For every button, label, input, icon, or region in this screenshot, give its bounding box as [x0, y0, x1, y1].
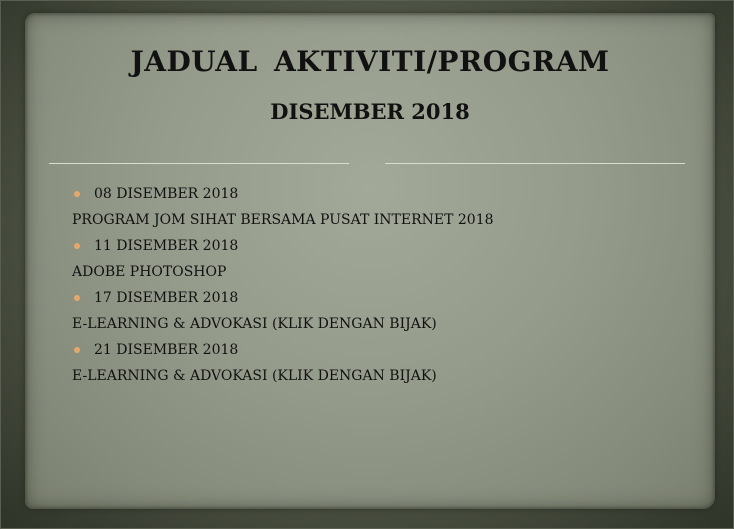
entry-date-line	[71, 181, 691, 207]
bullet-icon	[74, 243, 80, 249]
schedule-entry	[71, 285, 691, 337]
bullet-icon	[74, 295, 80, 301]
entry-date-line	[71, 285, 691, 311]
bullet-icon	[74, 347, 80, 353]
entry-date-line	[71, 233, 691, 259]
divider-left	[49, 163, 349, 164]
schedule-list	[71, 181, 691, 389]
entry-description: E-LEARNING & ADVOKASI (KLIK DENGAN BIJAK)	[72, 316, 437, 332]
entry-date: 08 DISEMBER 2018	[94, 186, 239, 202]
entry-description: PROGRAM JOM SIHAT BERSAMA PUSAT INTERNET 2018	[72, 212, 494, 228]
bullet-icon	[74, 191, 80, 197]
entry-date-line	[71, 337, 691, 363]
schedule-entry	[71, 233, 691, 285]
entry-description: E-LEARNING & ADVOKASI (KLIK DENGAN BIJAK)	[72, 368, 437, 384]
divider-right	[385, 163, 685, 164]
slide-title: JADUAL AKTIVITI/PROGRAM	[130, 45, 610, 78]
schedule-entry	[71, 181, 691, 233]
slide-subtitle: DISEMBER 2018	[270, 99, 470, 124]
entry-description: ADOBE PHOTOSHOP	[72, 264, 227, 280]
entry-date: 17 DISEMBER 2018	[94, 290, 239, 306]
schedule-entry	[71, 337, 691, 389]
entry-date: 21 DISEMBER 2018	[94, 342, 239, 358]
entry-date: 11 DISEMBER 2018	[94, 238, 239, 254]
slide-canvas	[25, 13, 715, 509]
